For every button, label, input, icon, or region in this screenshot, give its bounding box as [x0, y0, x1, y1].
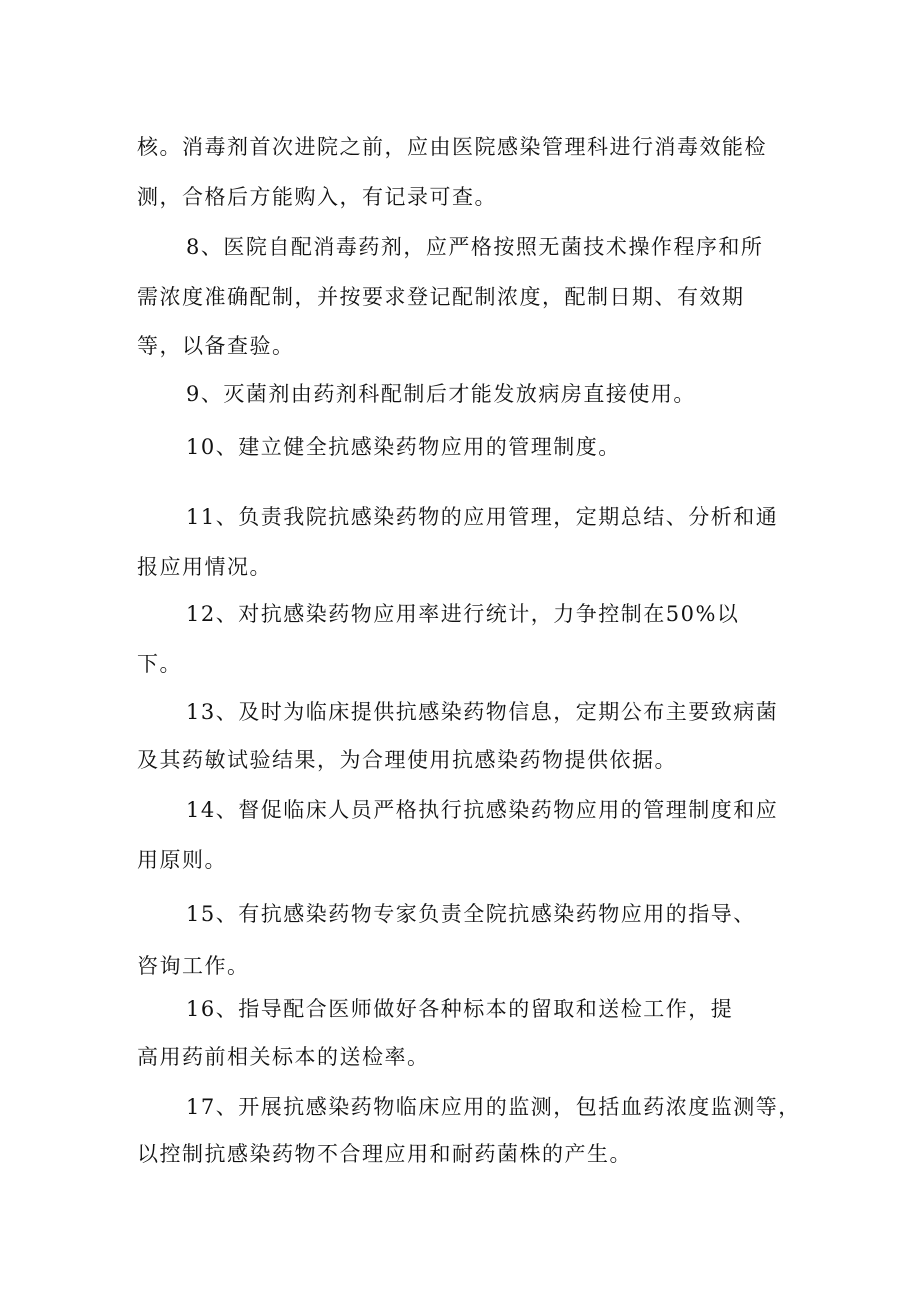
- paragraph-15-line: 15、有抗感染药物专家负责全院抗感染药物应用的指导、: [186, 902, 756, 926]
- text-line: 需浓度准确配制，并按要求登记配制浓度，配制日期、有效期: [137, 285, 745, 309]
- text-line: 用原则。: [137, 848, 227, 872]
- paragraph-8-line: 8、医院自配消毒药剂，应严格按照无菌技术操作程序和所: [186, 235, 764, 259]
- text-line: 咨询工作。: [137, 954, 250, 978]
- paragraph-17-line: 17、开展抗感染药物临床应用的监测，包括血药浓度监测等，: [186, 1095, 801, 1119]
- text-line: 等，以备查验。: [137, 334, 295, 358]
- paragraph-12-line: 12、对抗感染药物应用率进行统计，力争控制在50%以: [186, 602, 740, 626]
- text-line: 测，合格后方能购入，有记录可查。: [137, 185, 497, 209]
- paragraph-9-line: 9、灭菌剂由药剂科配制后才能发放病房直接使用。: [186, 382, 696, 406]
- text-line: 报应用情况。: [137, 555, 272, 579]
- text-line: 下。: [137, 652, 182, 676]
- paragraph-14-line: 14、督促临床人员严格执行抗感染药物应用的管理制度和应: [186, 798, 779, 822]
- paragraph-13-line: 13、及时为临床提供抗感染药物信息，定期公布主要致病菌: [186, 700, 779, 724]
- paragraph-11-line: 11、负责我院抗感染药物的应用管理，定期总结、分析和通: [186, 505, 779, 529]
- paragraph-10-line: 10、建立健全抗感染药物应用的管理制度。: [186, 435, 621, 459]
- text-line: 核。消毒剂首次进院之前，应由医院感染管理科进行消毒效能检: [137, 135, 767, 159]
- paragraph-16-line: 16、指导配合医师做好各种标本的留取和送检工作，提: [186, 997, 734, 1021]
- text-line: 以控制抗感染药物不合理应用和耐药菌株的产生。: [137, 1142, 632, 1166]
- text-line: 及其药敏试验结果，为合理使用抗感染药物提供依据。: [137, 748, 677, 772]
- text-line: 高用药前相关标本的送检率。: [137, 1045, 430, 1069]
